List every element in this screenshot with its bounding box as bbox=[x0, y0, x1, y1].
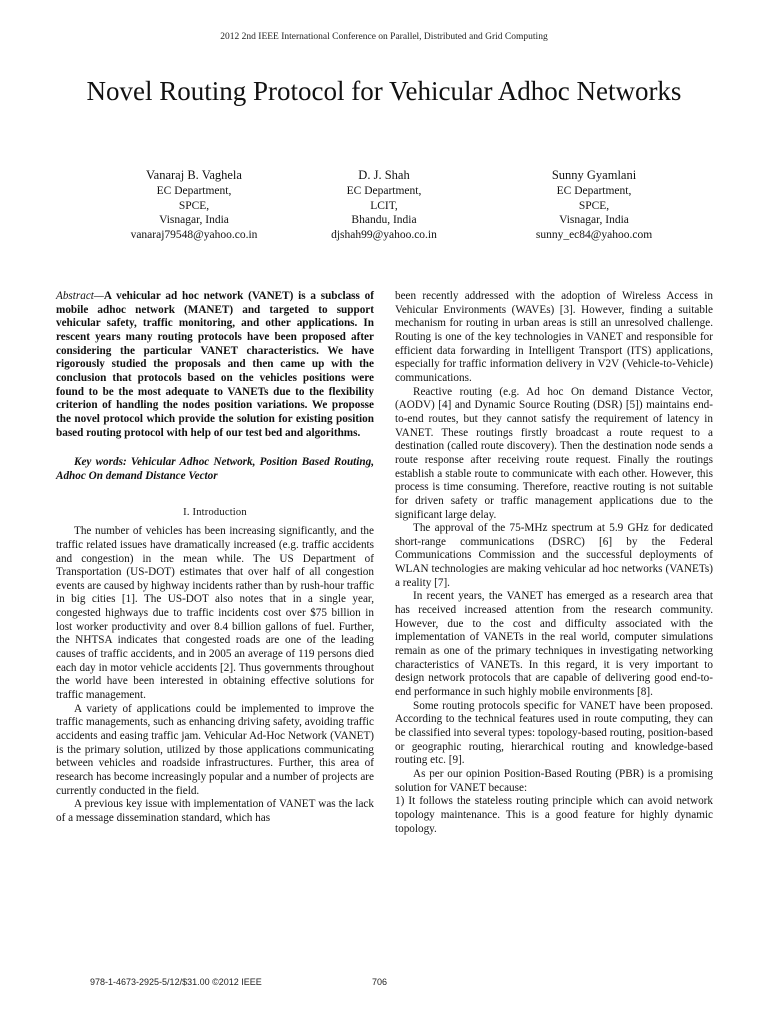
paragraph: A variety of applications could be implemented to improve the traffic managements, such as enhancing driving safety, avoiding traffic accidents and easing traffic jam. Vehicular Ad-Hoc Network (VANET) is the primary solution, utilized by those applications communicating between vehicles and roadside infrastructures. Further, this area of research has become increasingly popular and a number of projects are currently conducted in the field. bbox=[56, 702, 374, 797]
author-1 bbox=[84, 167, 304, 242]
abstract-text: A vehicular ad hoc network (VANET) is a subclass of mobile adhoc network (MANET) and targeted to support vehicular safety, traffic monitoring, and other applications. In rescent years many routing protocols have been proposed after considering the particular VANET characteristics. We have rigorously studied the proposals and then came up with the conclusion that protocols based on the vehicles positions were found to be the most adequate to VANETs due to the flexibility criterion of handling the nodes position variations. We proposse the novel protocol which provide the solution for existing position based routing protocol with help of our test bed and algorithms. bbox=[56, 290, 374, 439]
paragraph: Reactive routing (e.g. Ad hoc On demand Distance Vector, (AODV) [4] and Dynamic Source Routing (DSR) [5]) maintains end-to-end routes, but they cannot satisfy the requirement of latency in VANET. These routings firstly broadcast a route request to a destination (called route discovery). Then the destination node sends a route response after receiving route request. Finally the routings establish a stable route to communicate with each other. However, this process is time consuming. Therefore, reactive routing is not suitable for driven safety or traffic management applications due to the significant large delay. bbox=[395, 385, 713, 521]
author-email: djshah99@yahoo.co.in bbox=[331, 228, 437, 241]
author-org: LCIT, bbox=[370, 199, 398, 212]
section-heading-introduction: I. Introduction bbox=[183, 506, 247, 518]
author-block bbox=[0, 167, 768, 247]
paragraph: A previous key issue with implementation of VANET was the lack of a message dissemination standard, which has bbox=[56, 798, 374, 824]
paragraph: The approval of the 75-MHz spectrum at 5.9 GHz for dedicated short-range communications (DSRC) [6] by the Federal Communications Commission and the successful deployments of WLAN technologies are making vehicular ad hoc networks (VANETs) a reality [7]. bbox=[395, 522, 713, 589]
page-number: 706 bbox=[372, 977, 388, 987]
paragraph-continued: been recently addressed with the adoption of Wireless Access in Vehicular Environments (WAVEs) [3]. However, finding a suitable mechanism for routing in urban areas is still an unresolved challenge. Routing is one of the key technologies in VANET and responsible for efficient data forwarding in Intelligent Transport (ITS) applications, especially for traffic information delivery in V2V (Vehicle-to-Vehicle) communications. bbox=[395, 290, 713, 384]
paper-title: Novel Routing Protocol for Vehicular Adhoc Networks bbox=[86, 76, 682, 106]
author-location: Bhandu, India bbox=[351, 214, 417, 226]
author-dept: EC Department, bbox=[156, 185, 232, 197]
right-column bbox=[395, 290, 713, 836]
conference-header: 2012 2nd IEEE International Conference on Parallel, Distributed and Grid Computing bbox=[220, 32, 548, 42]
author-org: SPCE, bbox=[578, 199, 610, 212]
author-email: vanaraj79548@yahoo.co.in bbox=[130, 228, 258, 241]
author-dept: EC Department, bbox=[556, 185, 632, 197]
list-item: 1) It follows the stateless routing principle which can avoid network topology maintenance. This is a good feature for highly dynamic topology. bbox=[395, 795, 713, 835]
abstract-lead: Abstract— bbox=[56, 290, 104, 302]
paragraph: Some routing protocols specific for VANET have been proposed. According to the technical features used in route computing, they can be classified into several types: topology-based routing, position-based or geographic routing, hierarchical routing and knowledge-based routing etc. [9]. bbox=[395, 699, 713, 767]
author-2 bbox=[274, 167, 494, 242]
author-name: Vanaraj B. Vaghela bbox=[146, 168, 242, 182]
keywords: Key words: Vehicular Adhoc Network, Position Based Routing, Adhoc On demand Distance Vector bbox=[56, 456, 374, 482]
author-dept: EC Department, bbox=[346, 185, 422, 197]
author-location: Visnagar, India bbox=[159, 214, 229, 226]
left-column bbox=[56, 290, 374, 826]
paragraph: The number of vehicles has been increasing significantly, and the traffic related issues have dramatically increased (e.g. traffic accidents and congestion) in the mean while. The US Department of Transportation (US-DOT) estimates that over half of all congestion events are caused by highway incidents rather than by rush-hour traffic in big cities [1]. The US-DOT also notes that in a single year, congested highways due to traffic incidents cost over $75 billion in lost worker productivity and over 8.4 billion gallons of fuel. Further, the NHTSA indicates that congested roads are one of the leading causes of traffic accidents, and in 2005 an average of 119 persons died each day in motor vehicle accidents [2]. Thus governments throughout the world have been interested in obtaining effective solutions for traffic management. bbox=[56, 525, 374, 702]
author-name: D. J. Shah bbox=[358, 168, 410, 182]
author-3 bbox=[484, 167, 704, 242]
author-email: sunny_ec84@yahoo.com bbox=[535, 228, 653, 241]
author-location: Visnagar, India bbox=[559, 214, 629, 226]
paragraph: In recent years, the VANET has emerged as a research area that has received increased attention from the research community. However, due to the cost and difficulty associated with the implementation of VANETs in the real world, computer simulations remain as one of the primary techniques in investigating networking characteristics of VANETs. In this regard, it is very important to design network protocols that are capable of delivering good end-to-end performance in such highly mobile environments [8]. bbox=[395, 590, 713, 699]
footer-isbn: 978-1-4673-2925-5/12/$31.00 ©2012 IEEE bbox=[90, 977, 262, 987]
abstract bbox=[56, 290, 374, 440]
paragraph: As per our opinion Position-Based Routing (PBR) is a promising solution for VANET because: bbox=[395, 767, 713, 794]
author-name: Sunny Gyamlani bbox=[551, 168, 637, 182]
author-org: SPCE, bbox=[178, 199, 210, 212]
